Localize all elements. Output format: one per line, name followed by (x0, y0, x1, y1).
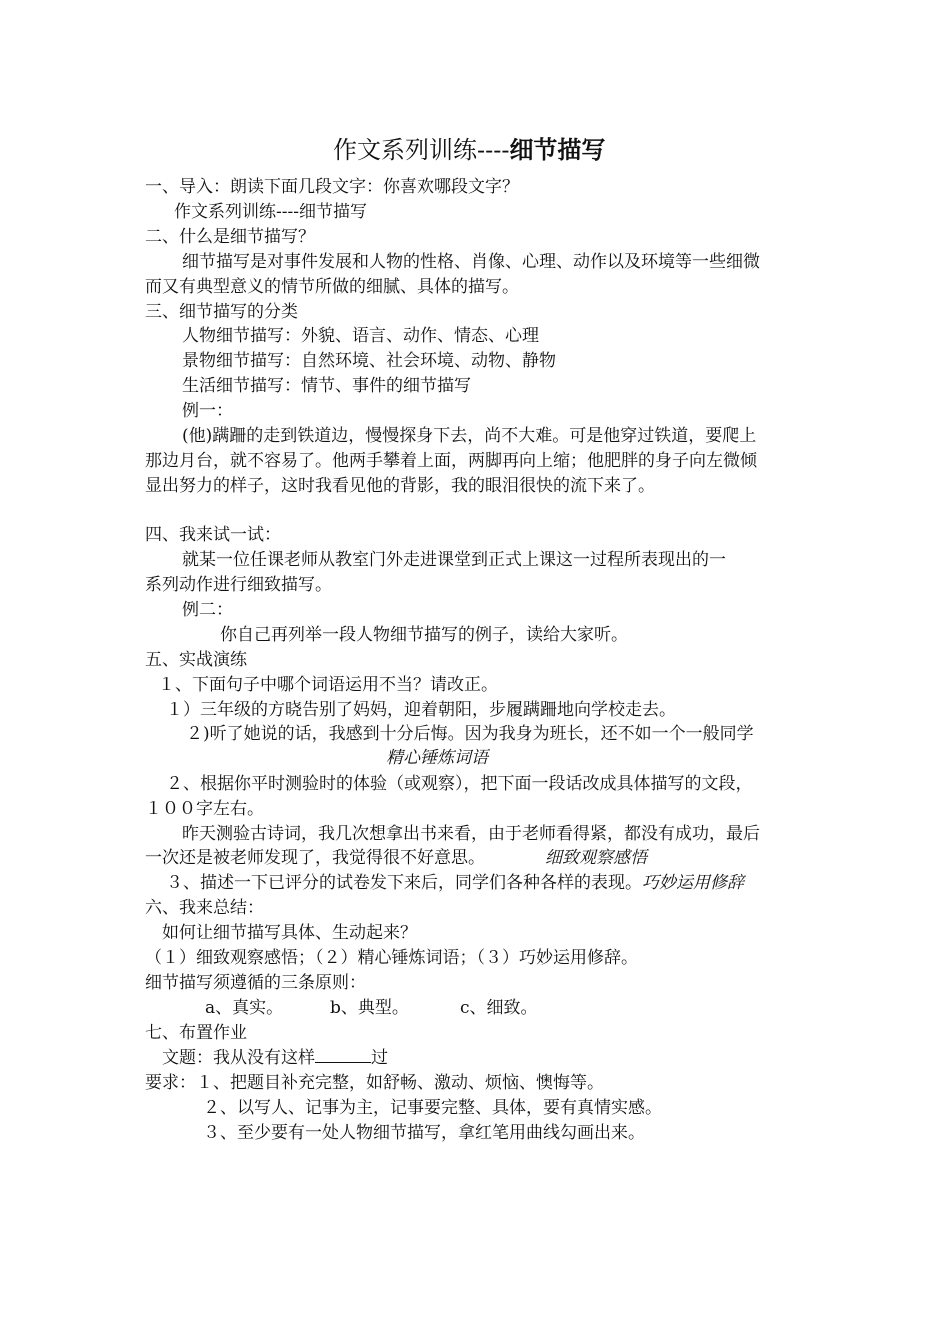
section3-heading: 三、细节描写的分类 (145, 302, 298, 322)
section2-para-line1: 细节描写是对事件发展和人物的性格、肖像、心理、动作以及环境等一些细微 (182, 252, 760, 272)
section1-heading: 一、导入：朗读下面几段文字：你喜欢哪段文字？ (145, 177, 519, 197)
principle-c: c、细致。 (460, 998, 538, 1018)
exercise1-sentence1: １）三年级的方晓告别了妈妈，迎着朝阳，步履蹒跚地向学校走去。 (166, 700, 676, 720)
example1-line2: 那边月台，就不容易了。他两手攀着上面，两脚再向上缩；他肥胖的身子向左微倾 (145, 451, 757, 471)
section4-task: 你自己再列举一段人物细节描写的例子，读给大家听。 (220, 625, 628, 645)
exercise3-line (166, 871, 744, 895)
section1-line: 作文系列训练----细节描写 (174, 202, 367, 222)
page-title-bold: 细节描写 (509, 136, 606, 164)
exercise1-tip: 精心锤炼词语 (386, 748, 488, 768)
exercise2-para-text: 一次还是被老师发现了，我觉得很不好意思。 (145, 848, 485, 868)
section7-heading: 七、布置作业 (145, 1023, 247, 1043)
exercise3-text: ３、描述一下已评分的试卷发下来后，同学们各种各样的表现。 (166, 873, 642, 893)
section4-para-line1: 就某一位任课老师从教室门外走进课堂到正式上课这一过程所表现出的一 (182, 550, 726, 570)
principle-b: b、典型。 (330, 998, 409, 1018)
example1-line1: (他)蹒跚的走到铁道边，慢慢探身下去，尚不大难。可是他穿过铁道，要爬上 (182, 426, 757, 446)
section6-heading: 六、我来总结： (145, 898, 264, 918)
section3-item-person: 人物细节描写：外貌、语言、动作、情态、心理 (182, 326, 539, 346)
exercise2-tip: 细致观察感悟 (545, 848, 647, 868)
section6-question: 如何让细节描写具体、生动起来？ (162, 923, 417, 943)
section2-heading: 二、什么是细节描写？ (145, 227, 315, 247)
homework-topic-suffix: 过 (371, 1048, 388, 1068)
exercise2-line2: １００字左右。 (145, 799, 264, 819)
principle-a: a、真实。 (205, 998, 284, 1018)
requirement-1: 要求：１、把题目补充完整，如舒畅、激动、烦恼、懊悔等。 (145, 1073, 604, 1093)
requirement-3: ３、至少要有一处人物细节描写，拿红笔用曲线勾画出来。 (203, 1123, 645, 1143)
exercise1-sentence2: ２)听了她说的话，我感到十分后悔。因为我身为班长，还不如一个一般同学 (186, 724, 754, 744)
requirement-2: ２、以写人、记事为主，记事要完整、具体，要有真情实感。 (203, 1098, 662, 1118)
section2-para-line2: 而又有典型意义的情节所做的细腻、具体的描写。 (145, 277, 519, 297)
section3-item-scenery: 景物细节描写：自然环境、社会环境、动物、静物 (182, 351, 556, 371)
example1-line3: 显出努力的样子，这时我看见他的背影，我的眼泪很快的流下来了。 (145, 476, 655, 496)
exercise2-para-line1: 昨天测验古诗词，我几次想拿出书来看，由于老师看得紧，都没有成功，最后 (182, 824, 760, 844)
topic-blank (315, 1046, 371, 1063)
exercise1-question: １、下面句子中哪个词语运用不当？请改正。 (158, 675, 498, 695)
section6-answer: （１）细致观察感悟；（２）精心锤炼词语；（３）巧妙运用修辞。 (145, 948, 638, 968)
section3-item-life: 生活细节描写：情节、事件的细节描写 (182, 376, 471, 396)
section4-para-line2: 系列动作进行细致描写。 (145, 575, 332, 595)
example1-label: 例一： (182, 401, 233, 421)
example2-label: 例二： (182, 600, 233, 620)
homework-topic-prefix: 文题：我从没有这样 (162, 1048, 315, 1068)
section5-heading: 五、实战演练 (145, 650, 247, 670)
page-title (333, 134, 605, 166)
page-title-prefix: 作文系列训练---- (333, 136, 510, 164)
homework-topic (162, 1046, 388, 1070)
exercise2-para-line2 (145, 846, 647, 870)
exercise3-tip: 巧妙运用修辞 (642, 873, 744, 893)
exercise2-line1: ２、根据你平时测验时的体验（或观察），把下面一段话改成具体描写的文段， (166, 774, 753, 794)
section4-heading: 四、我来试一试： (145, 525, 281, 545)
section6-principles: 细节描写须遵循的三条原则： (145, 973, 366, 993)
